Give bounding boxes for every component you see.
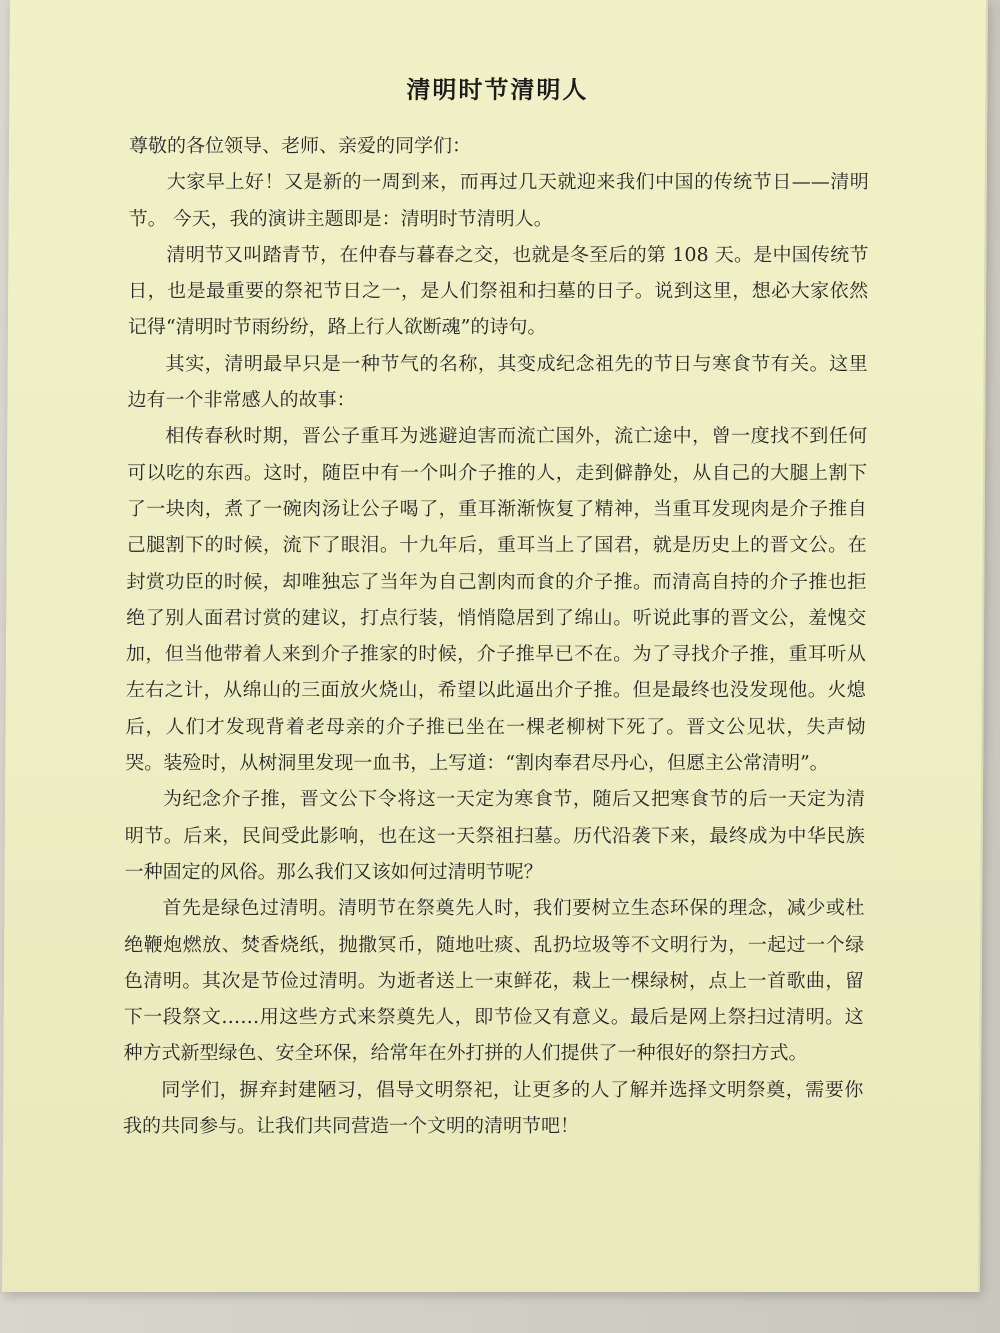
paragraph-greeting: 大家早上好！又是新的一周到来，而再过几天就迎来我们中国的传统节日——清明节。 今天，我的演讲主题即是：清明时节清明人。 (128, 171, 869, 230)
paragraph-custom: 为纪念介子推，晋文公下令将这一天定为寒食节，随后又把寒食节的后一天定为清明节。后来，民间受此影响，也在这一天祭祖扫墓。历代沿袭下来，最终成为中华民族一种固定的风俗。那么我们又该如何过清明节呢？ (124, 788, 866, 883)
document-title: 清明时节清明人 (406, 75, 589, 104)
paragraph-closing: 同学们，摒弃封建陋习，倡导文明祭祀，让更多的人了解并选择文明祭奠，需要你我的共同参与。让我们共同营造一个文明的清明节吧！ (123, 1078, 864, 1138)
paper-sheet (2, 0, 988, 1292)
paragraph-festival-intro: 清明节又叫踏青节，在仲春与暮春之交，也就是冬至后的第 108 天。是中国传统节日，也是最重要的祭祀节日之一，是人们祭祖和扫墓的日子。说到这里，想必大家依然记得“清明时节雨纷纷，路上行人欲断魂”的诗句。 (127, 243, 869, 339)
paragraph-story: 相传春秋时期，晋公子重耳为逃避迫害而流亡国外，流亡途中，曾一度找不到任何可以吃的东西。这时，随臣中有一个叫介子推的人，走到僻静处，从自己的大腿上割下了一块肉，煮了一碗肉汤让公子喝了，重耳渐渐恢复了精神，当重耳发现肉是介子推自己腿割下的时候，流下了眼泪。十九年后，重耳当上了国君，就是历史上的晋文公。在封赏功臣的时候，却唯独忘了当年为自己割肉而食的介子推。而清高自持的介子推也拒绝了别人面君讨赏的建议，打点行装，悄悄隐居到了绵山。听说此事的晋文公，羞愧交加，但当他带着人来到介子推家的时候，介子推早已不在。为了寻找介子推，重耳听从左右之计，从绵山的三面放火烧山，希望以此逼出介子推。但是最终也没发现他。火熄后，人们才发现背着老母亲的介子推已坐在一棵老柳树下死了。晋文公见状，失声恸哭。装殓时，从树洞里发现一血书，上写道：“割肉奉君尽丹心，但愿主公常清明”。 (125, 425, 868, 775)
paragraph-origin: 其实，清明最早只是一种节气的名称，其变成纪念祖先的节日与寒食节有关。这里边有一个非常感人的故事： (127, 352, 868, 412)
document-body (123, 128, 869, 1144)
paragraph-civilized-practice: 首先是绿色过清明。清明节在祭奠先人时，我们要树立生态环保的理念，减少或杜绝鞭炮燃放、焚香烧纸，抛撒冥币，随地吐痰、乱扔垃圾等不文明行为，一起过一个绿色清明。其次是节俭过清明。为逝者送上一束鲜花，栽上一棵绿树，点上一首歌曲，留下一段祭文……用这些方式来祭奠先人，即节俭又有意义。最后是网上祭扫过清明。这种方式新型绿色、安全环保，给常年在外打拼的人们提供了一种很好的祭扫方式。 (123, 897, 865, 1065)
salutation: 尊敬的各位领导、老师、亲爱的同学们： (128, 135, 472, 157)
